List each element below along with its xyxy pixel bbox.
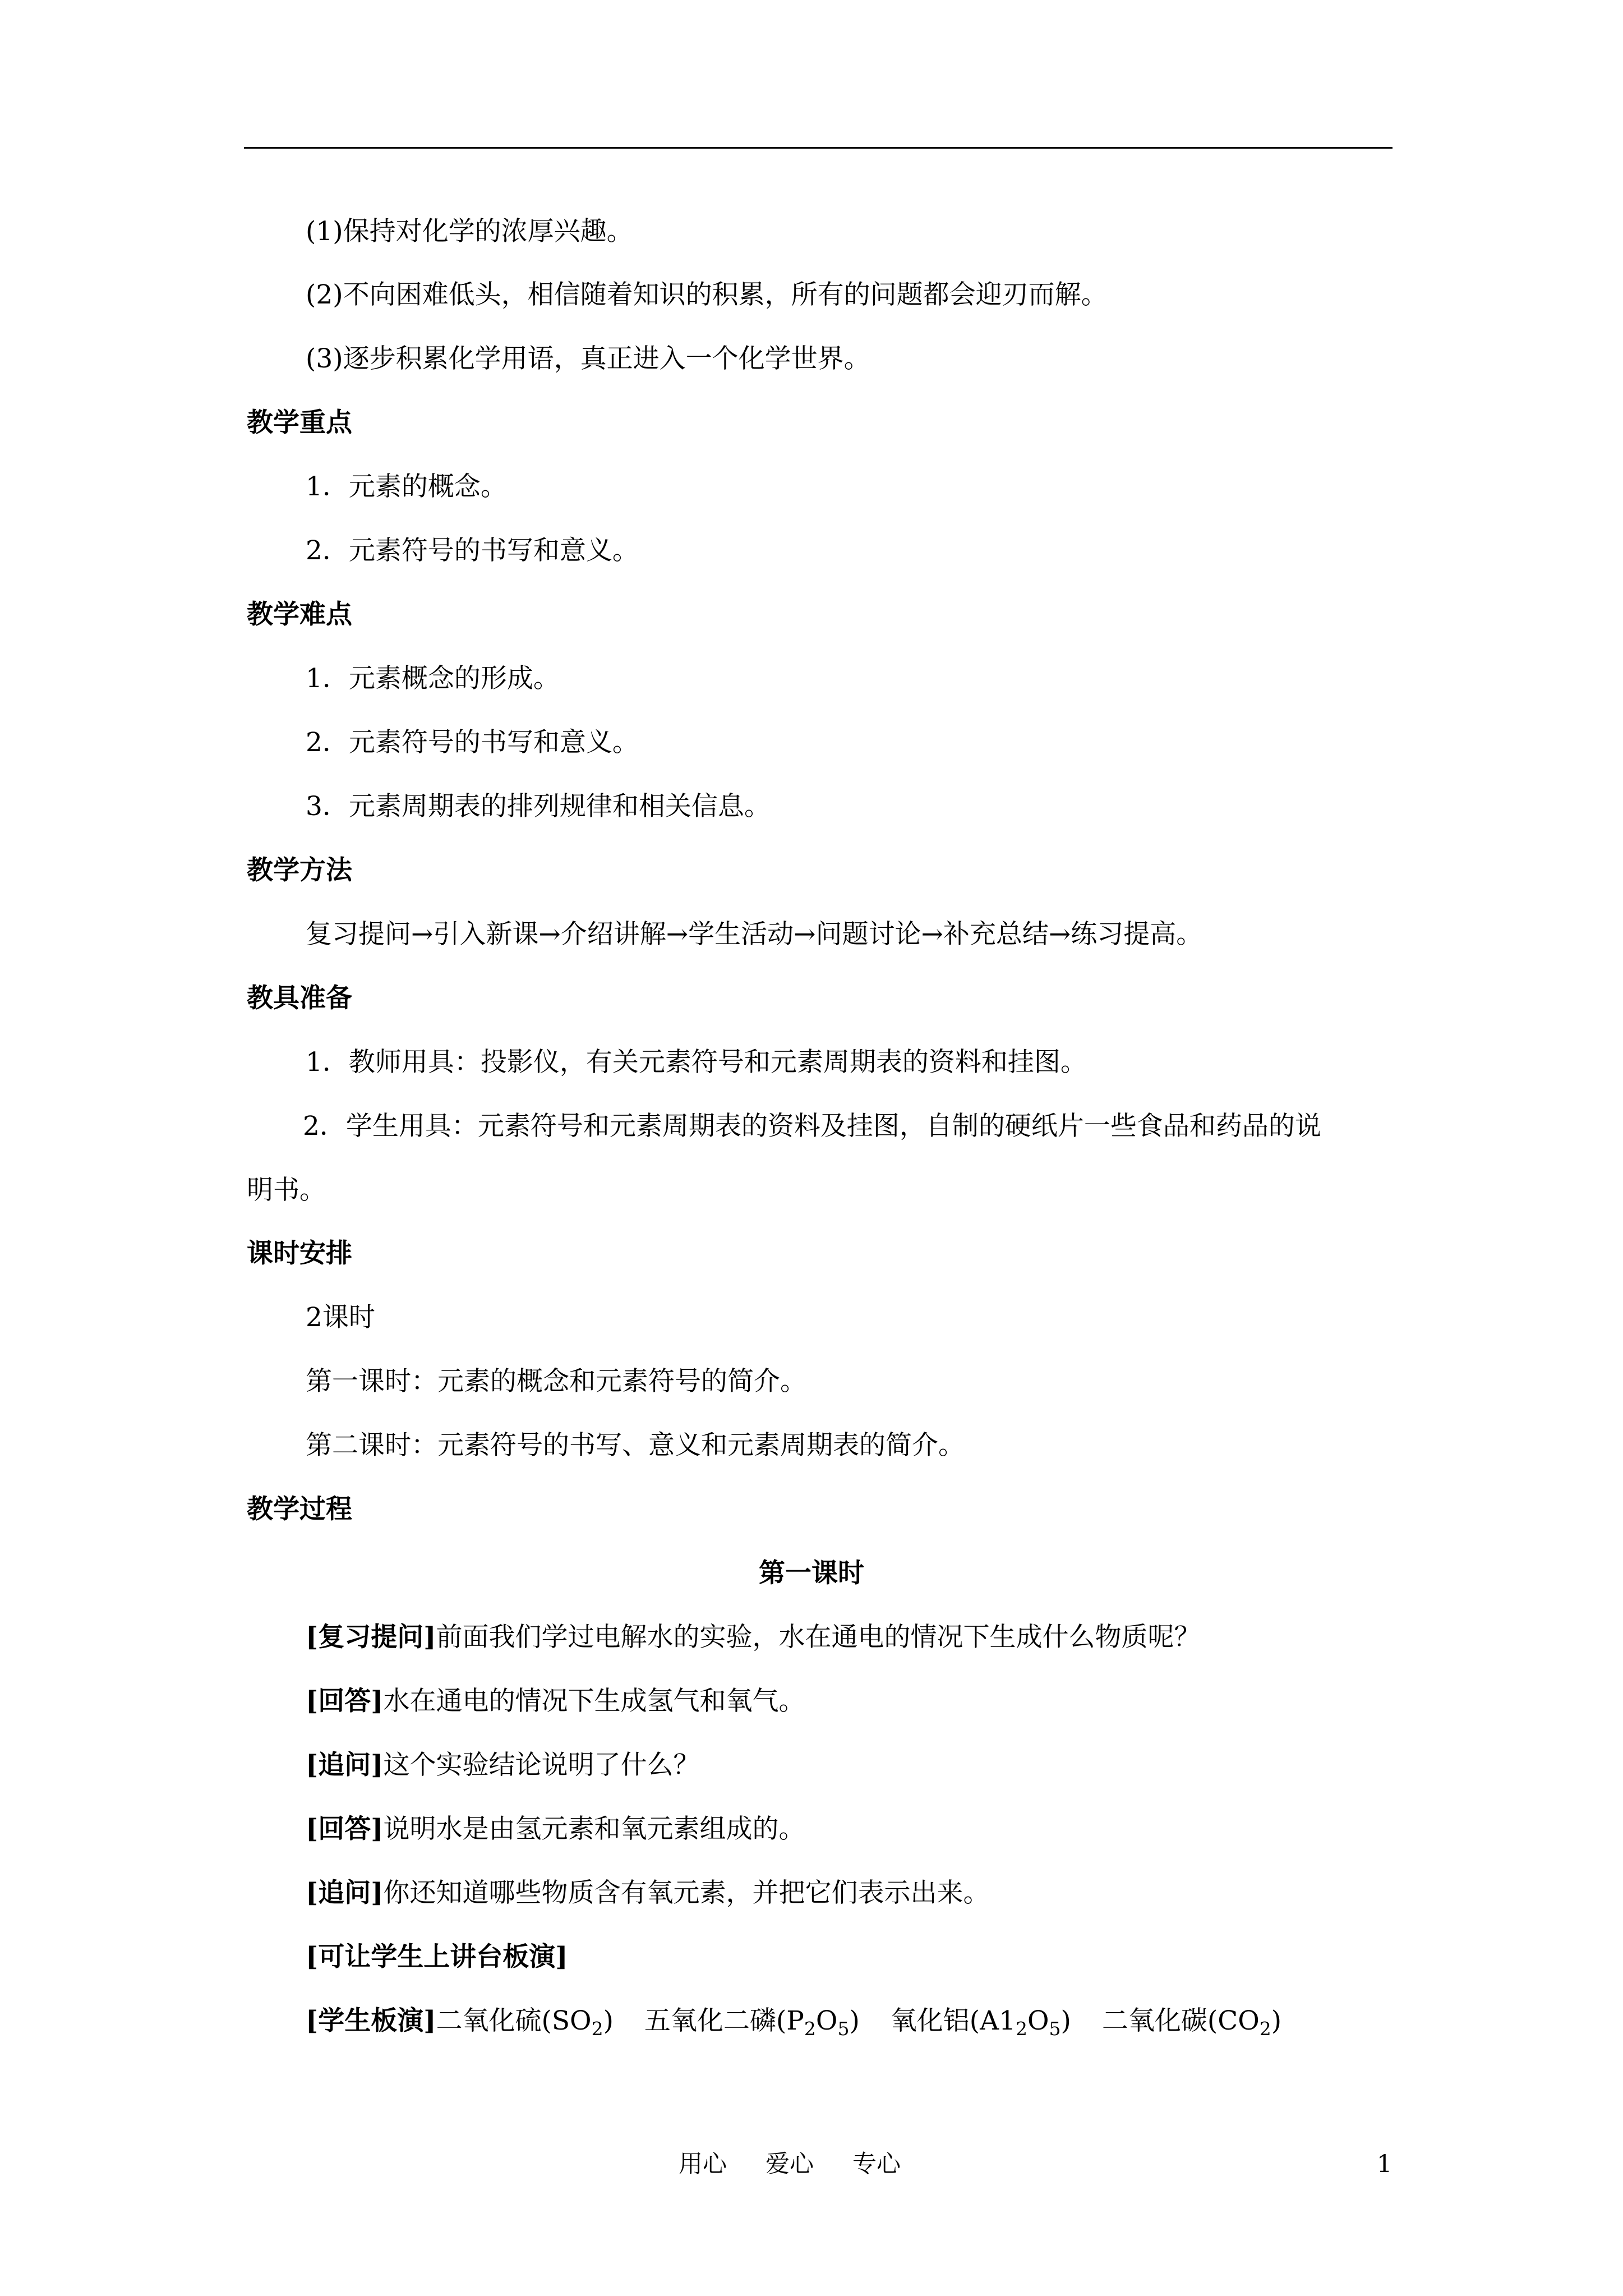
compound-name: 二氧化碳: [1101, 2005, 1207, 2036]
key-points-heading: 教学重点: [247, 407, 352, 438]
method-heading: 教学方法: [247, 855, 352, 886]
dialogue-tag: [复习提问]: [306, 1622, 436, 1653]
dialogue-text: 说明水是由氢元素和氧元素组成的。: [383, 1814, 805, 1844]
formula-part: C: [1218, 2005, 1238, 2036]
dialogue-line: [306, 1685, 805, 1718]
compound: 氧化铝$(A1_2O_5)$: [890, 2005, 1071, 2040]
formula-part: O: [1238, 2005, 1260, 2036]
formula-part: A1: [980, 2005, 1016, 2036]
dialogue-line: [306, 1940, 568, 1974]
dialogue-tag: [回答]: [306, 1686, 384, 1717]
dialogue-line: [306, 1812, 805, 1846]
footer-motto-3: 专心: [852, 2150, 901, 2178]
tools-heading: 教具准备: [247, 983, 352, 1014]
page-number: 1: [1377, 2150, 1393, 2178]
dialogue-line: [306, 1749, 699, 1782]
objective-1: (1)保持对化学的浓厚兴趣。: [306, 216, 633, 247]
key-point-2: 2．元素符号的书写和意义。: [306, 535, 639, 566]
schedule-hours: 2课时: [306, 1302, 375, 1333]
formula-subscript: 2: [804, 2018, 816, 2040]
formula-subscript: 2: [591, 2018, 603, 2040]
difficulty-2: 2．元素符号的书写和意义。: [306, 727, 639, 758]
objective-2: (2)不向困难低头，相信随着知识的积累，所有的问题都会迎刃而解。: [306, 279, 1108, 310]
board-work-line: [306, 2004, 1281, 2038]
compound-name: 五氧化二磷: [644, 2005, 776, 2036]
formula-subscript: 5: [837, 2018, 850, 2040]
formula-subscript: 2: [1015, 2018, 1027, 2040]
difficulty-1: 1．元素概念的形成。: [306, 663, 560, 694]
formula-subscript: 5: [1049, 2018, 1061, 2040]
schedule-lesson-2: 第二课时：元素符号的书写、意义和元素周期表的简介。: [306, 1430, 965, 1461]
difficulties-heading: 教学难点: [247, 599, 352, 630]
formula-subscript: 2: [1259, 2018, 1271, 2040]
formula-part: O: [1027, 2005, 1049, 2036]
lesson-title: 第一课时: [759, 1558, 864, 1589]
dialogue-text: 你还知道哪些物质含有氧元素，并把它们表示出来。: [383, 1878, 990, 1908]
dialogue-text: 前面我们学过电解水的实验，水在通电的情况下生成什么物质呢？: [436, 1622, 1201, 1653]
formula-part: O: [570, 2005, 592, 2036]
method-text: 复习提问→引入新课→介绍讲解→学生活动→问题讨论→补充总结→练习提高。: [306, 919, 1203, 950]
tool-2: 2．学生用具：元素符号和元素周期表的资料及挂图，自制的硬纸片一些食品和药品的说明书。: [247, 1111, 1321, 1205]
compound: 二氧化碳$(CO_2)$: [1101, 2005, 1282, 2040]
compound: 五氧化二磷$(P_2O_5)$: [644, 2005, 860, 2040]
dialogue-line: [306, 1621, 1200, 1654]
formula-part: S: [551, 2005, 570, 2036]
compound-name: 二氧化硫: [436, 2005, 542, 2036]
process-heading: 教学过程: [247, 1494, 352, 1525]
dialogue-tag: [追问]: [306, 1878, 384, 1908]
schedule-heading: 课时安排: [247, 1238, 352, 1269]
schedule-lesson-1: 第一课时：元素的概念和元素符号的简介。: [306, 1366, 806, 1397]
tool-1: 1．教师用具：投影仪，有关元素符号和元素周期表的资料和挂图。: [306, 1047, 1087, 1078]
formula-part: P: [786, 2005, 804, 2036]
dialogue-line: [306, 1876, 989, 1910]
footer-motto-2: 爱心: [766, 2150, 814, 2178]
dialogue-tag: [可让学生上讲台板演]: [306, 1941, 568, 1972]
compound-name: 氧化铝: [890, 2005, 970, 2036]
difficulty-3: 3．元素周期表的排列规律和相关信息。: [306, 791, 771, 822]
dialogue-tag: [回答]: [306, 1814, 384, 1844]
key-point-1: 1．元素的概念。: [306, 471, 507, 502]
dialogue-text: 水在通电的情况下生成氢气和氧气。: [383, 1686, 805, 1717]
formula-part: O: [815, 2005, 838, 2036]
header-rule: [244, 147, 1393, 149]
compound: 二氧化硫$(SO_2)$: [436, 2005, 614, 2040]
footer-motto-1: 用心: [679, 2150, 727, 2178]
objective-3: (3)逐步积累化学用语，真正进入一个化学世界。: [306, 343, 870, 374]
dialogue-text: 这个实验结论说明了什么？: [383, 1750, 700, 1780]
dialogue-tag: [追问]: [306, 1750, 384, 1780]
board-work-tag: [学生板演]: [306, 2005, 436, 2036]
